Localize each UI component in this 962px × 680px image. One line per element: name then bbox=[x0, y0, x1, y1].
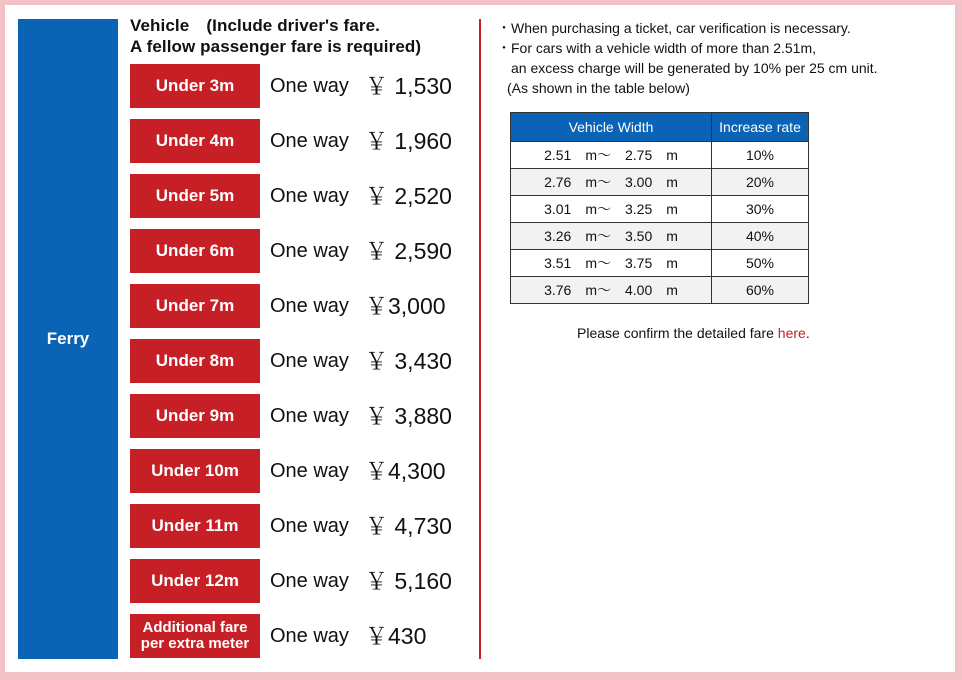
fare-row bbox=[130, 64, 470, 110]
price-value: ￥ 2,590 bbox=[365, 238, 452, 264]
price-value: ￥ 1,960 bbox=[365, 128, 452, 154]
price-value: ￥ 3,430 bbox=[365, 348, 452, 374]
size-label-line2: per extra meter bbox=[140, 635, 250, 652]
price-value: ￥430 bbox=[365, 623, 427, 649]
note-line: an excess charge will be generated by 10% per 25 cm unit. bbox=[511, 60, 878, 76]
width-cell: 2.51 m〜 2.75 m bbox=[511, 142, 712, 169]
price-value: ￥ 4,730 bbox=[365, 513, 452, 539]
fare-row bbox=[130, 614, 470, 660]
table-row bbox=[511, 250, 809, 277]
direction-label: One way bbox=[270, 625, 349, 647]
fare-row bbox=[130, 229, 470, 275]
size-label: Under 6m bbox=[130, 229, 260, 273]
fare-row bbox=[130, 559, 470, 605]
size-label: Under 5m bbox=[130, 174, 260, 218]
price-value: ￥ 3,880 bbox=[365, 403, 452, 429]
width-surcharge-table bbox=[510, 112, 809, 304]
vehicle-title-line2: A fellow passenger fare is required) bbox=[130, 37, 422, 56]
notes bbox=[497, 18, 878, 98]
header-vehicle-width: Vehicle Width bbox=[511, 113, 712, 142]
confirm-fare-text bbox=[577, 325, 810, 341]
price-value: ￥3,000 bbox=[365, 293, 446, 319]
table-header-row bbox=[511, 113, 809, 142]
width-cell: 3.26 m〜 3.50 m bbox=[511, 223, 712, 250]
fare-panel bbox=[5, 5, 955, 672]
table-row bbox=[511, 277, 809, 304]
direction-label: One way bbox=[270, 130, 349, 152]
size-label: Under 7m bbox=[130, 284, 260, 328]
size-label: Under 10m bbox=[130, 449, 260, 493]
rate-cell: 50% bbox=[712, 250, 809, 277]
size-label-line1: Additional fare bbox=[142, 619, 248, 636]
size-label: Under 9m bbox=[130, 394, 260, 438]
price-value: ￥4,300 bbox=[365, 458, 446, 484]
price-value: ￥ 5,160 bbox=[365, 568, 452, 594]
table-row bbox=[511, 142, 809, 169]
width-cell: 3.51 m〜 3.75 m bbox=[511, 250, 712, 277]
size-label: Under 12m bbox=[130, 559, 260, 603]
rate-cell: 10% bbox=[712, 142, 809, 169]
width-cell: 2.76 m〜 3.00 m bbox=[511, 169, 712, 196]
note-line: ・When purchasing a ticket, car verification is necessary. bbox=[497, 20, 851, 36]
ferry-label: Ferry bbox=[18, 19, 118, 659]
rate-cell: 30% bbox=[712, 196, 809, 223]
confirm-suffix: . bbox=[805, 325, 810, 341]
table-row bbox=[511, 169, 809, 196]
table-row bbox=[511, 223, 809, 250]
table-row bbox=[511, 196, 809, 223]
vehicle-title-line1: Vehicle (Include driver's fare. bbox=[130, 16, 380, 35]
fare-row bbox=[130, 174, 470, 220]
fare-row bbox=[130, 339, 470, 385]
vehicle-title bbox=[130, 15, 421, 57]
direction-label: One way bbox=[270, 350, 349, 372]
direction-label: One way bbox=[270, 405, 349, 427]
direction-label: One way bbox=[270, 185, 349, 207]
rate-cell: 40% bbox=[712, 223, 809, 250]
rate-cell: 60% bbox=[712, 277, 809, 304]
column-divider bbox=[479, 19, 481, 659]
header-increase-rate: Increase rate bbox=[712, 113, 809, 142]
direction-label: One way bbox=[270, 295, 349, 317]
fare-row bbox=[130, 284, 470, 330]
size-label bbox=[130, 614, 260, 658]
fare-details-link[interactable]: here bbox=[777, 325, 806, 341]
width-cell: 3.01 m〜 3.25 m bbox=[511, 196, 712, 223]
direction-label: One way bbox=[270, 240, 349, 262]
direction-label: One way bbox=[270, 75, 349, 97]
size-label: Under 8m bbox=[130, 339, 260, 383]
fare-row bbox=[130, 394, 470, 440]
note-line: ・For cars with a vehicle width of more than 2.51m, bbox=[497, 40, 817, 56]
size-label: Under 4m bbox=[130, 119, 260, 163]
direction-label: One way bbox=[270, 570, 349, 592]
size-label: Under 11m bbox=[130, 504, 260, 548]
width-cell: 3.76 m〜 4.00 m bbox=[511, 277, 712, 304]
fare-row bbox=[130, 449, 470, 495]
fare-row bbox=[130, 119, 470, 165]
price-value: ￥ 2,520 bbox=[365, 183, 452, 209]
rate-cell: 20% bbox=[712, 169, 809, 196]
direction-label: One way bbox=[270, 515, 349, 537]
note-line: (As shown in the table below) bbox=[507, 80, 690, 96]
confirm-text: Please confirm the detailed fare bbox=[577, 325, 778, 341]
price-value: ￥ 1,530 bbox=[365, 73, 452, 99]
direction-label: One way bbox=[270, 460, 349, 482]
fare-row bbox=[130, 504, 470, 550]
size-label: Under 3m bbox=[130, 64, 260, 108]
